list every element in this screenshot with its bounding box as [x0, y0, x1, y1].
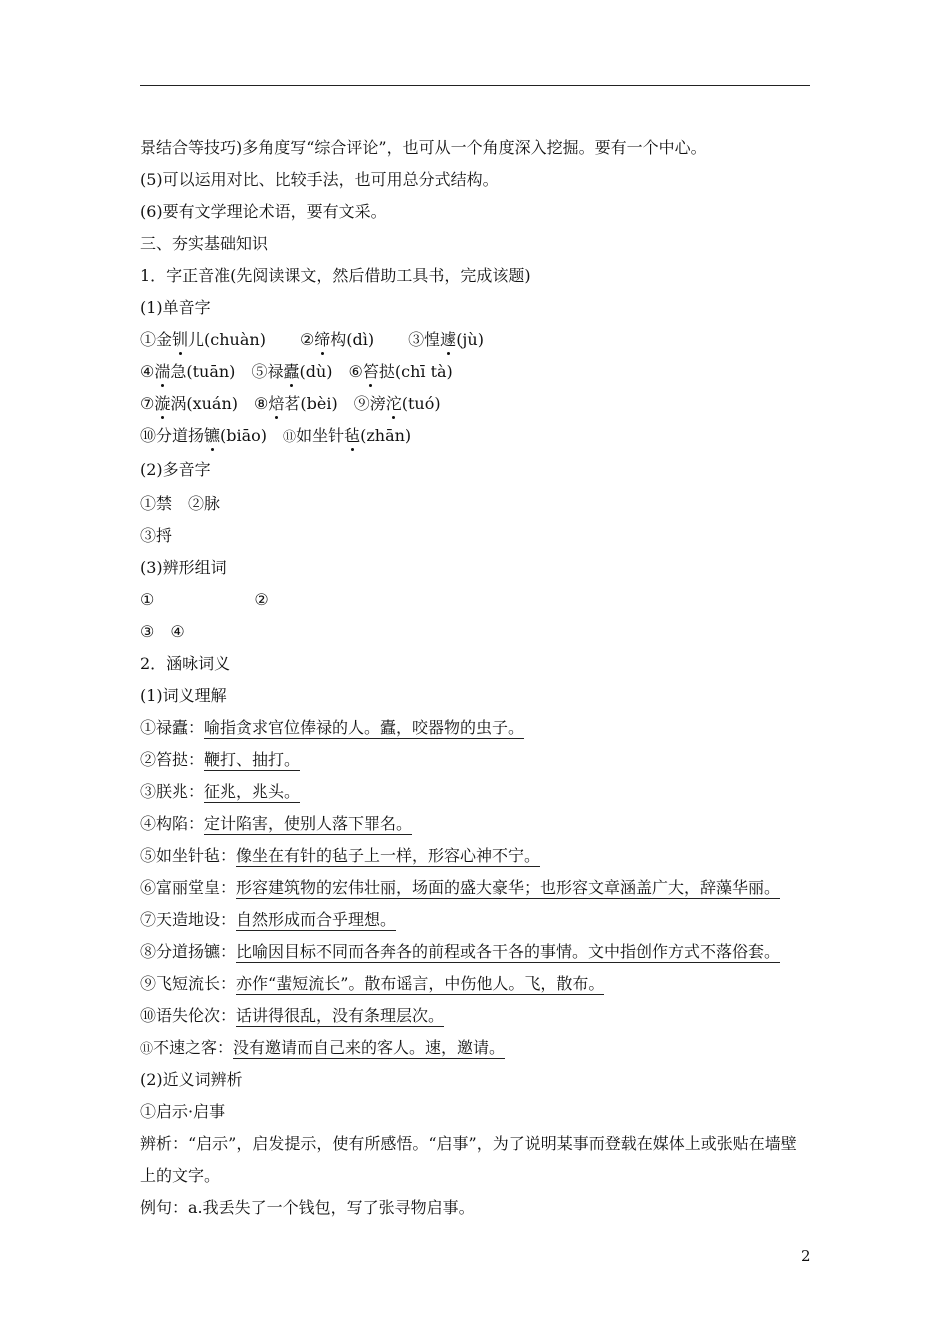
pron-item: ⑪如坐针毡(zhān) — [283, 426, 411, 445]
definition-row: ②笞挞：鞭打、抽打。 — [140, 750, 301, 769]
q2-sub1-title: (1)词义理解 — [140, 686, 227, 705]
definition-row: ⑧分道扬镳：比喻因目标不同而各奔各的前程或各干各的事情。文中指创作方式不落俗套。 — [140, 942, 781, 961]
dotted-char: 毡 — [344, 420, 360, 452]
q1-sub1-title: (1)单音字 — [140, 298, 211, 317]
definition-row: ⑥富丽堂皇：形容建筑物的宏伟壮丽，场面的盛大豪华；也形容文章涵盖广大，辞藻华丽。 — [140, 878, 781, 897]
polyphone-row-1: ①禁 ②脉 — [140, 494, 221, 513]
definition-row: ⑦天造地设：自然形成而合乎理想。 — [140, 910, 397, 929]
definition-row: ⑨飞短流长：亦作“蜚短流长”。散布谣言，中伤他人。飞，散布。 — [140, 974, 605, 993]
q1-sub2-title: (2)多音字 — [140, 460, 211, 479]
pron-item: ⑤禄蠹(dù) — [251, 362, 332, 381]
pron-item: ⑩分道扬镳(biāo) — [140, 426, 267, 445]
dotted-char: 笞 — [363, 356, 379, 388]
definition-row: ⑤如坐针毡：像坐在有针的毡子上一样，形容心神不宁。 — [140, 846, 541, 865]
pron-item: ⑥笞挞(chī tà) — [349, 362, 453, 381]
dotted-char: 钏 — [172, 324, 188, 356]
pron-item: ⑦漩涡(xuán) — [140, 394, 238, 413]
pron-item: ⑧焙茗(bèi) — [254, 394, 338, 413]
dotted-char: 镳 — [204, 420, 220, 452]
dotted-char: 沱 — [386, 388, 402, 420]
pron-item: ⑨滂沱(tuó) — [354, 394, 441, 413]
dotted-char: 缔 — [314, 324, 330, 356]
dotted-char: 湍 — [154, 356, 170, 388]
pron-item: ①金钏儿(chuàn) — [140, 330, 266, 349]
synonym-analysis: 辨析：“启示”，启发提示，使有所感悟。“启事”，为了说明某事而登载在媒体上或张贴在墙壁上的文字。 — [140, 1134, 797, 1185]
shape-row-2: ③ ④ — [140, 622, 185, 641]
definition-row: ⑩语失伦次：话讲得很乱，没有条理层次。 — [140, 1006, 445, 1025]
page-content — [140, 132, 812, 1224]
single-char-row-3 — [140, 388, 812, 420]
header-rule — [140, 85, 810, 86]
intro-item-5: (5)可以运用对比、比较手法，也可用总分式结构。 — [140, 170, 499, 189]
single-char-row-1 — [140, 324, 812, 356]
definition-row: ⑪不速之客：没有邀请而自己来的客人。速，邀请。 — [140, 1038, 506, 1057]
dotted-char: 遽 — [440, 324, 456, 356]
dotted-char: 蠹 — [283, 356, 299, 388]
single-char-row-4 — [140, 420, 812, 452]
polyphone-row-2: ③捋 — [140, 526, 173, 545]
pron-item: ③惶遽(jù) — [408, 330, 484, 349]
definition-row: ④构陷：定计陷害，使别人落下罪名。 — [140, 814, 413, 833]
intro-item-6: (6)要有文学理论术语，要有文采。 — [140, 202, 387, 221]
q1-sub3-title: (3)辨形组词 — [140, 558, 227, 577]
page-number: 2 — [801, 1247, 811, 1265]
q2-sub2-title: (2)近义词辨析 — [140, 1070, 243, 1089]
q1-title: 1．字正音准(先阅读课文，然后借助工具书，完成该题) — [140, 266, 531, 285]
dotted-char: 焙 — [268, 388, 284, 420]
section-3-title: 三、夯实基础知识 — [140, 234, 269, 253]
definition-row: ①禄蠹：喻指贪求官位俸禄的人。蠹，咬器物的虫子。 — [140, 718, 525, 737]
pron-item: ②缔构(dì) — [300, 330, 374, 349]
example-sentence: 例句：a.我丢失了一个钱包，写了张寻物启事。 — [140, 1198, 475, 1217]
q2-title: 2．涵咏词义 — [140, 654, 231, 673]
intro-continuation: 景结合等技巧)多角度写“综合评论”，也可从一个角度深入挖掘。要有一个中心。 — [140, 138, 707, 157]
dotted-char: 漩 — [154, 388, 170, 420]
definition-row: ③朕兆：征兆，兆头。 — [140, 782, 301, 801]
shape-row-1: ① ② — [140, 590, 269, 609]
single-char-row-2 — [140, 356, 812, 388]
pron-item: ④湍急(tuān) — [140, 362, 235, 381]
synonym-pair: ①启示·启事 — [140, 1102, 226, 1121]
